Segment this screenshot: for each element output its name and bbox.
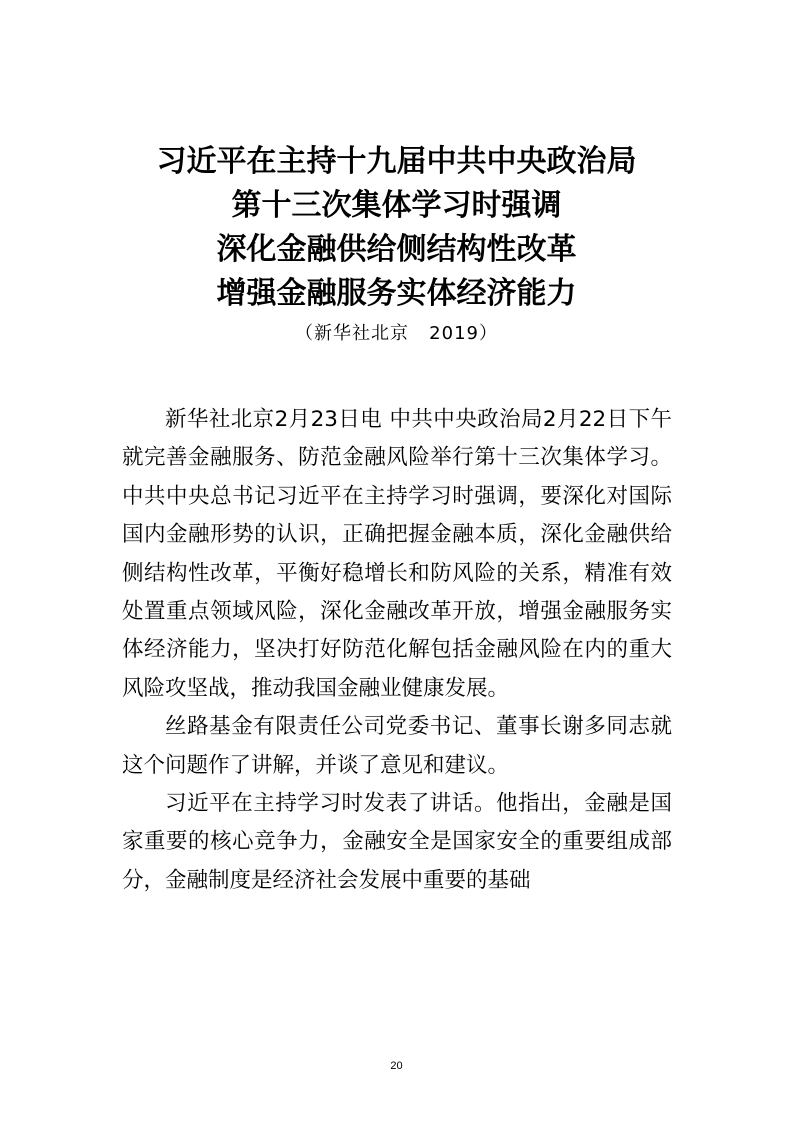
paragraph-2: 丝路基金有限责任公司党委书记、董事长谢多同志就这个问题作了讲解，并谈了意见和建议。 — [122, 714, 672, 778]
title-line-4: 增强金融服务实体经济能力 — [216, 276, 577, 311]
title-line-1: 习近平在主持十九届中共中央政治局 — [156, 144, 637, 179]
title-line-3: 深化金融供给侧结构性改革 — [216, 232, 577, 267]
article-body — [122, 401, 672, 900]
paragraph-3: 习近平在主持学习时发表了讲话。他指出，金融是国家重要的核心竞争力，金融安全是国家安全的重要组成部分，金融制度是经济社会发展中重要的基础 — [122, 791, 672, 893]
article-title — [0, 140, 793, 316]
title-line-2: 第十三次集体学习时强调 — [231, 188, 562, 223]
page-number: 20 — [390, 1060, 403, 1072]
article-source: （新华社北京 2019） — [295, 323, 498, 344]
paragraph-1: 新华社北京2月23日电 中共中央政治局2月22日下午就完善金融服务、防范金融风险举行第十三次集体学习。中共中央总书记习近平在主持学习时强调，要深化对国际国内金融形势的认识，正确把握金融本质，深化金融供给侧结构性改革，平衡好稳增长和防风险的关系，精准有效处置重点领域风险，深化金融改革开放，增强金融服务实体经济能力，坚决打好防范化解包括金融风险在内的重大风险攻坚战，推动我国金融业健康发展。 — [122, 407, 672, 701]
